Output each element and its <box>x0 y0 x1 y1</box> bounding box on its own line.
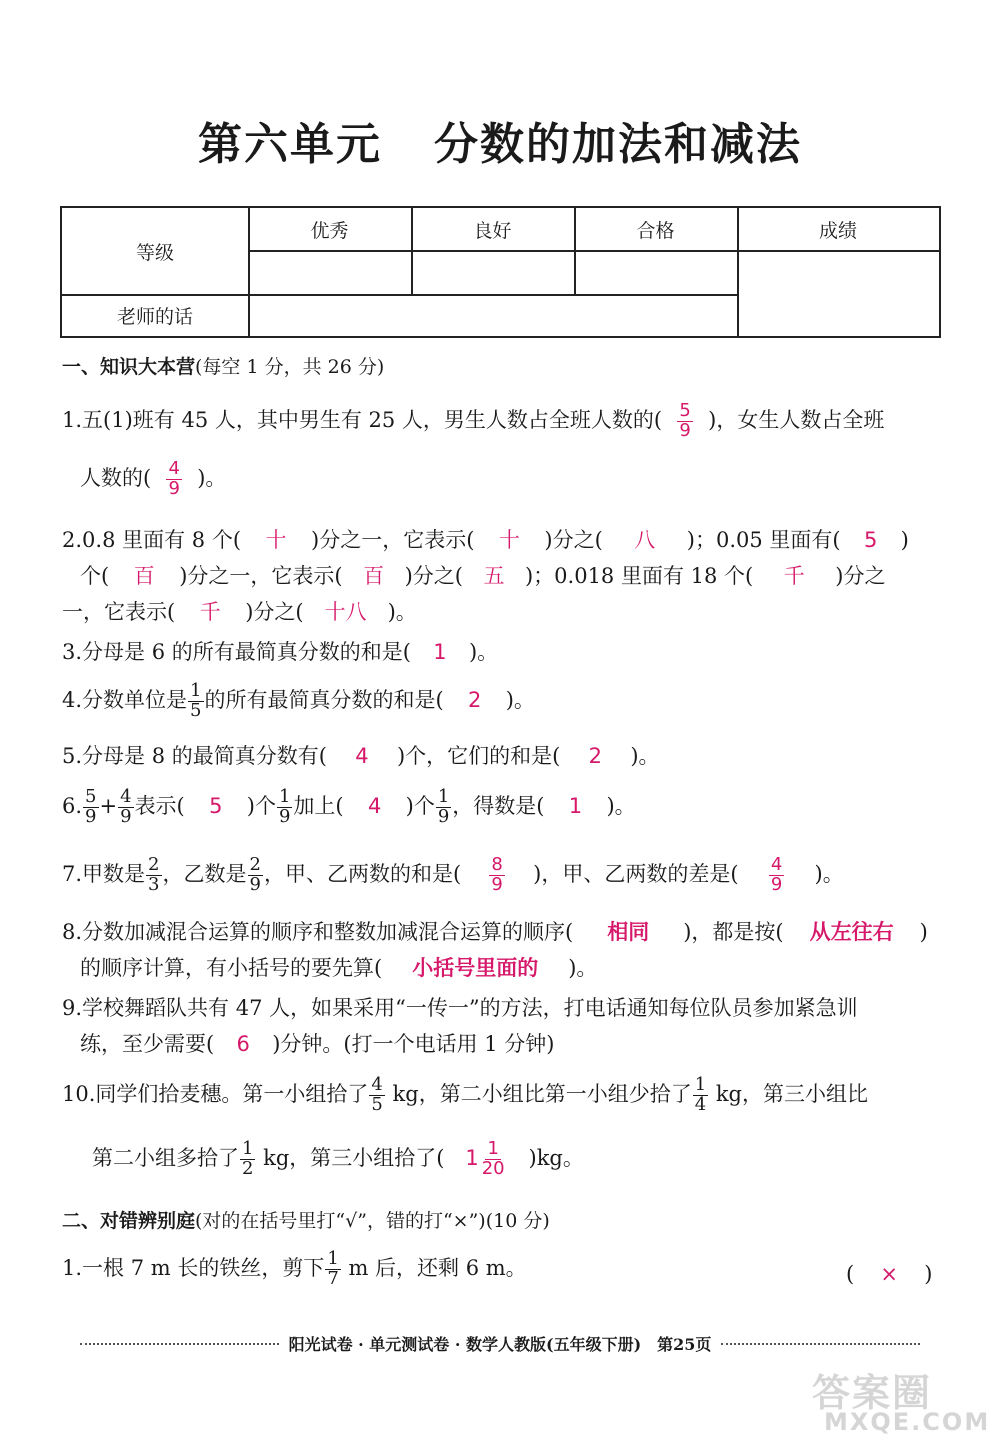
question-7: 7.甲数是 $\frac{2}{3}$ ，乙数是 $\frac{2}{9}$ ，甲、乙两数的和是( $\frac{8}{9}$ )，甲、乙两数的差是( $\frac{4}{9}$ )。 <box>62 854 844 895</box>
question-10: 10.同学们拾麦穗。第一小组拾了 $\frac{4}{5}$ kg，第二小组比第一小组少拾了 $\frac{1}{4}$ kg，第三小组比 <box>62 1074 868 1115</box>
grade-col-score: 成绩 <box>818 219 857 242</box>
answer-q1-2: $\frac{4}{9}$ <box>168 458 180 499</box>
watermark-logo: 答案圈 MXQE.COM <box>812 1371 991 1436</box>
grade-col-excellent: 优秀 <box>310 219 349 242</box>
question-9: 9.学校舞蹈队共有 47 人，如果采用“一传一”的方法，打电话通知每位队员参加紧急训 <box>62 996 858 1020</box>
grade-col-good: 良好 <box>473 219 512 242</box>
question-8-cont: 的顺序计算，有小括号的要先算( 小括号里面的 )。 <box>80 956 598 980</box>
answer-tf1: × <box>880 1262 898 1286</box>
title-topic: 分数的加法和减法 <box>434 119 802 170</box>
grade-col-pass: 合格 <box>636 219 675 242</box>
question-9-cont: 练，至少需要( 6 )分钟。(打一个电话用 1 分钟) <box>80 1032 555 1056</box>
teacher-comment-label: 老师的话 <box>116 305 193 328</box>
question-4: 4.分数单位是 $\frac{1}{5}$ 的所有最简真分数的和是( 2 )。 <box>62 680 535 721</box>
grade-label: 等级 <box>135 241 174 264</box>
page-title <box>0 108 1000 172</box>
grade-table <box>60 206 941 338</box>
page-footer: 阳光试卷 · 单元测试卷 · 数学人教版(五年级下册) 第25页 <box>80 1332 920 1355</box>
question-1-cont: 人数的( $\frac{4}{9}$ )。 <box>80 458 227 499</box>
question-2-line2: 个( 百 )分之一，它表示( 百 )分之( 五 )；0.018 里面有 18 个( 千 )分之 <box>80 564 886 588</box>
section-1-heading: 一、知识大本营(每空 1 分，共 26 分) <box>62 356 385 378</box>
question-2: 2.0.8 里面有 8 个( 十 )分之一，它表示( 十 )分之( 八 )；0.05 里面有( 5 ) <box>62 528 909 552</box>
question-5: 5.分母是 8 的最简真分数有( 4 )个，它们的和是( 2 )。 <box>62 744 660 768</box>
true-false-1-answer: ( × ) <box>846 1262 933 1286</box>
question-3: 3.分母是 6 的所有最简真分数的和是( 1 )。 <box>62 640 499 664</box>
question-6: 6. $\frac{5}{9}$ + $\frac{4}{9}$ 表示( 5 )个 $\frac{1}{9}$ 加上( 4 )个 $\frac{1}{9}$ ，得数是( 1 )。 <box>62 786 636 827</box>
section-2-heading: 二、对错辨别庭(对的在括号里打“√”，错的打“×”)(10 分) <box>62 1210 550 1232</box>
title-unit: 第六单元 <box>198 119 382 170</box>
answer-q10-frac: $\frac{1}{20}$ <box>481 1138 505 1179</box>
question-1: 1.五(1)班有 45 人，其中男生有 25 人，男生人数占全班人数的( $\frac{5}{9}$ )，女生人数占全班 <box>62 400 885 441</box>
answer-q1-1: $\frac{5}{9}$ <box>679 400 691 441</box>
answer-q10-whole: 1 <box>465 1145 479 1170</box>
true-false-1: 1.一根 7 m 长的铁丝，剪下 $\frac{1}{7}$ m 后，还剩 6 m。 <box>62 1248 527 1289</box>
question-2-line3: 一，它表示( 千 )分之( 十八 )。 <box>62 600 417 624</box>
answer-q7-2: $\frac{4}{9}$ <box>770 854 783 895</box>
question-10-cont: 第二小组多拾了 $\frac{1}{2}$ kg，第三小组拾了( 1 $\frac{1}{20}$ )kg。 <box>92 1138 584 1179</box>
answer-q7-1: $\frac{8}{9}$ <box>491 854 503 895</box>
question-8: 8.分数加减混合运算的顺序和整数加减混合运算的顺序( 相同 )，都是按( 从左往右 ) <box>62 920 928 944</box>
